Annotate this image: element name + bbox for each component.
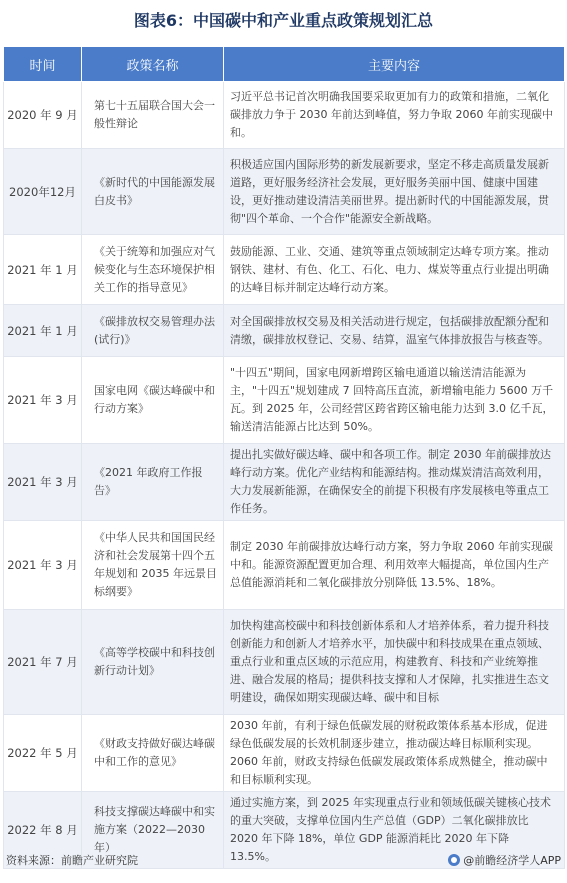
row-policy-name: 《中华人民共和国国民经济和社会发展第十四个五年规划和 2035 年远景目标纲要》 [82,521,224,610]
row-policy-name: 《财政支持做好碳达峰碳中和工作的意见》 [82,715,224,792]
row-policy-name: 《高等学校碳中和科技创新行动计划》 [82,610,224,715]
table-header-row [4,47,565,82]
row-date: 2021 年 1 月 [4,235,82,305]
header-main-content: 主要内容 [224,47,565,82]
source-note: 资料来源：前瞻产业研究院 [6,854,138,867]
table-row [4,357,565,444]
row-date: 2020年12月 [4,149,82,235]
table-row [4,305,565,357]
row-policy-name: 第七十五届联合国大会一般性辩论 [82,82,224,149]
table-row [4,235,565,305]
brand-text: @前瞻经济学人APP [463,854,561,867]
row-content: 习近平总书记首次明确我国要采取更加有力的政策和措施，二氧化碳排放力争于 2030 年前达到峰值，努力争取 2060 年前实现碳中和。 [224,82,565,149]
table-row [4,149,565,235]
row-date: 2021 年 7 月 [4,610,82,715]
row-policy-name: 《2021 年政府工作报告》 [82,444,224,521]
table-row [4,715,565,792]
footer [0,852,567,872]
row-date: 2020 年 9 月 [4,82,82,149]
header-policy-name: 政策名称 [82,47,224,82]
row-policy-name: 科技支撑碳达峰碳中和实施方案（2022—2030 年） [82,792,224,869]
row-policy-name: 《关于统筹和加强应对气候变化与生态环境保护相关工作的指导意见》 [82,235,224,305]
row-content: 通过实施方案，到 2025 年实现重点行业和领域低碳关键核心技术的重大突破，支撑单位国内生产总值（GDP）二氧化碳排放比 2020 年下降 18%，单位 GDP 能源消耗比 2020 年下降 13.5%。 [224,792,565,869]
row-content: 2030 年前，有利于绿色低碳发展的财税政策体系基本形成，促进绿色低碳发展的长效机制逐步建立，推动碳达峰目标顺利实现。2060 年前，财政支持绿色低碳发展政策体系成熟健全，推动碳中和目标顺利实现。 [224,715,565,792]
qianzhan-logo-icon [448,854,460,866]
row-content: "十四五"期间，国家电网新增跨区输电通道以输送清洁能源为主，"十四五"规划建成 7 回特高压直流，新增输电能力 5600 万千瓦。到 2025 年，公司经营区跨省跨区输电能力达到 3.0 亿千瓦，输送清洁能源占比达到 50%。 [224,357,565,444]
table-row [4,444,565,521]
row-date: 2021 年 3 月 [4,521,82,610]
brand-attribution [448,852,561,868]
row-date: 2021 年 3 月 [4,444,82,521]
chart-title: 图表6：中国碳中和产业重点政策规划汇总 [133,11,434,30]
table-row [4,82,565,149]
row-content: 加快构建高校碳中和科技创新体系和人才培养体系，着力提升科技创新能力和创新人才培养水平，加快碳中和科技成果在重点领域、重点行业和重点区域的示范应用，构建教育、科技和产业统筹推进、融合发展的格局；提供科技支撑和人才保障，扎实推进生态文明建设，确保如期实现碳达峰、碳中和目标 [224,610,565,715]
table-row [4,610,565,715]
row-policy-name: 《新时代的中国能源发展白皮书》 [82,149,224,235]
row-date: 2022 年 8 月 [4,792,82,869]
table-row [4,521,565,610]
policy-table [3,46,565,869]
row-date: 2022 年 5 月 [4,715,82,792]
row-content: 积极适应国内国际形势的新发展新要求，坚定不移走高质量发展新道路，更好服务经济社会发展，更好服务美丽中国、健康中国建设，更好推动建设清洁美丽世界。提出新时代的中国能源发展，贯彻"四个革命、一个合作"能源安全新战略。 [224,149,565,235]
row-content: 对全国碳排放权交易及相关活动进行规定，包括碳排放配额分配和清缴，碳排放权登记、交易、结算，温室气体排放报告与核查等。 [224,305,565,357]
row-policy-name: 国家电网《碳达峰碳中和行动方案》 [82,357,224,444]
row-date: 2021 年 3 月 [4,357,82,444]
row-policy-name: 《碳排放权交易管理办法(试行)》 [82,305,224,357]
row-content: 制定 2030 年前碳排放达峰行动方案，努力争取 2060 年前实现碳中和。能源资源配置更加合理、利用效率大幅提高，单位国内生产总值能源消耗和二氧化碳排放分别降低 13.5%、18%。 [224,521,565,610]
row-content: 提出扎实做好碳达峰、碳中和各项工作。制定 2030 年前碳排放达峰行动方案。优化产业结构和能源结构。推动煤炭清洁高效利用，大力发展新能源，在确保安全的前提下积极有序发展核电等重点工作任务。 [224,444,565,521]
row-content: 鼓励能源、工业、交通、建筑等重点领域制定达峰专项方案。推动钢铁、建材、有色、化工、石化、电力、煤炭等重点行业提出明确的达峰目标并制定达峰行动方案。 [224,235,565,305]
header-date: 时间 [4,47,82,82]
row-date: 2021 年 1 月 [4,305,82,357]
